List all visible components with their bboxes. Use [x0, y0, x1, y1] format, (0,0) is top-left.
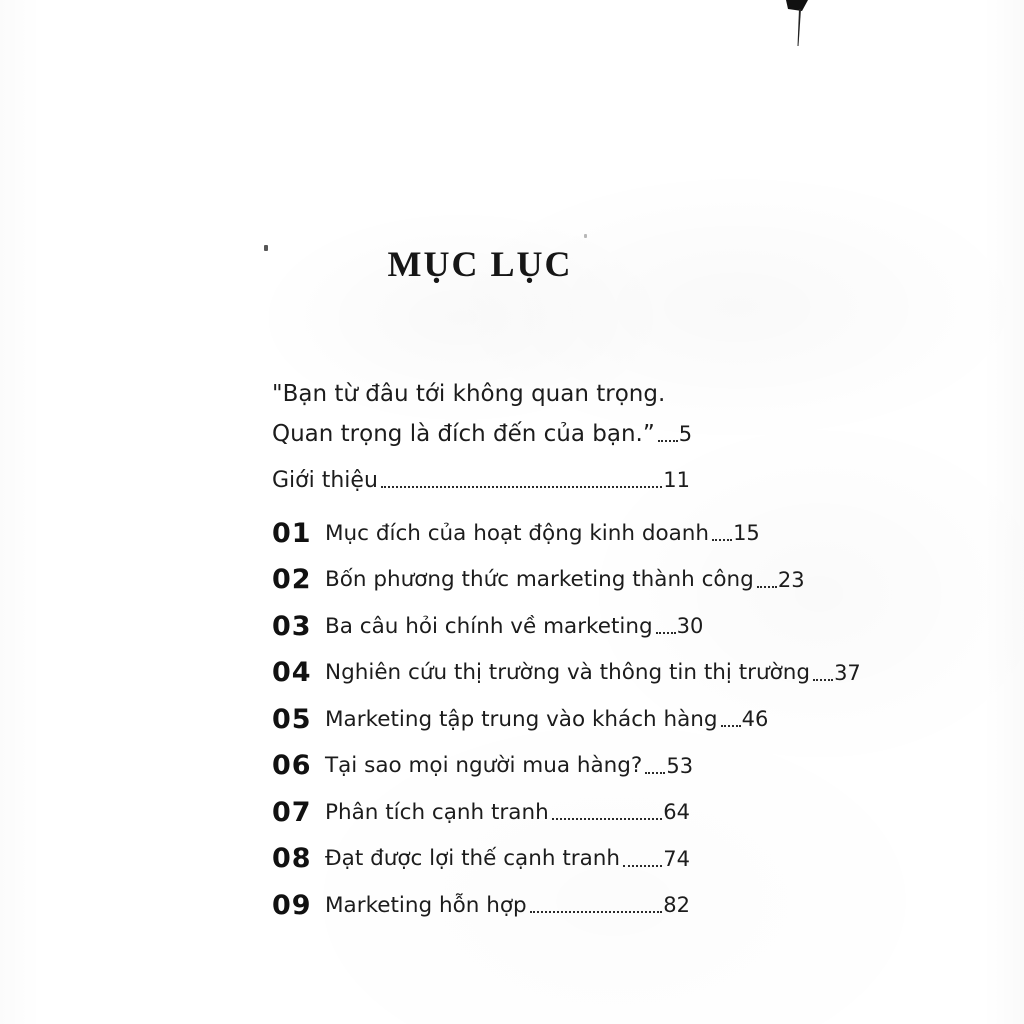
dotted-leader [623, 865, 662, 867]
chapter-title: Bốn phương thức marketing thành công [325, 567, 754, 593]
dotted-leader [530, 911, 663, 913]
dotted-leader [721, 725, 741, 727]
toc-entry-chapter [272, 882, 690, 929]
chapter-title: Ba câu hỏi chính về marketing [325, 613, 653, 639]
chapter-title: Mục đích của hoạt động kinh doanh [325, 520, 710, 546]
chapter-title: Tại sao mọi người mua hàng? [325, 753, 643, 779]
dotted-leader [712, 539, 732, 541]
page-number: 64 [663, 800, 690, 825]
dotted-leader [813, 679, 833, 681]
page-number: 53 [666, 753, 694, 778]
page-number: 74 [663, 846, 690, 871]
epigraph-text: "Bạn từ đâu tới không quan trọng. [272, 381, 666, 407]
toc-entry-chapter [272, 836, 690, 883]
epigraph-line-2 [272, 414, 693, 454]
page-number: 11 [663, 468, 690, 492]
page-title: MỤC LỤC [387, 244, 573, 284]
chapter-number: 05 [272, 703, 312, 735]
toc-entry-intro [272, 458, 690, 502]
dotted-leader [656, 632, 676, 634]
dotted-leader [757, 586, 777, 588]
page-corner-fold-mark [780, 0, 816, 52]
chapter-number: 03 [272, 610, 312, 642]
ink-speck [264, 245, 268, 251]
page-number: 15 [733, 521, 760, 546]
dotted-leader [552, 818, 663, 820]
toc-entry-chapter [272, 743, 694, 790]
dotted-leader [381, 486, 662, 488]
page-number: 5 [678, 422, 693, 446]
page-number: 82 [663, 893, 690, 918]
chapter-number: 09 [272, 889, 312, 921]
chapter-list [272, 510, 861, 929]
page-number: 37 [834, 660, 861, 685]
toc-entry-label: Giới thiệu [272, 467, 378, 493]
table-of-contents [272, 374, 861, 929]
dotted-leader [658, 440, 678, 442]
page-number: 46 [741, 707, 769, 732]
chapter-number: 02 [272, 564, 312, 596]
chapter-number: 01 [272, 517, 312, 549]
page-number: 23 [777, 567, 805, 592]
chapter-number: 08 [272, 843, 312, 875]
ink-speck [584, 234, 587, 238]
chapter-title: Phân tích cạnh tranh [325, 799, 549, 825]
toc-entry-chapter [272, 789, 690, 836]
page-number: 30 [676, 614, 704, 639]
chapter-title: Đạt được lợi thế cạnh tranh [325, 846, 621, 872]
chapter-number: 04 [272, 657, 312, 689]
toc-entry-chapter [272, 650, 861, 697]
chapter-number: 06 [272, 750, 312, 782]
dotted-leader [645, 772, 665, 774]
epigraph-text: Quan trọng là đích đến của bạn.” [272, 421, 655, 447]
chapter-number: 07 [272, 796, 312, 828]
chapter-title: Marketing tập trung vào khách hàng [325, 706, 718, 732]
toc-entry-chapter [272, 696, 769, 743]
toc-entry-chapter [272, 510, 760, 557]
chapter-title: Marketing hỗn hợp [325, 892, 527, 918]
toc-entry-chapter [272, 557, 805, 604]
toc-entry-chapter [272, 603, 704, 650]
chapter-title: Nghiên cứu thị trường và thông tin thị trường [325, 660, 811, 686]
epigraph-line-1 [272, 374, 690, 414]
